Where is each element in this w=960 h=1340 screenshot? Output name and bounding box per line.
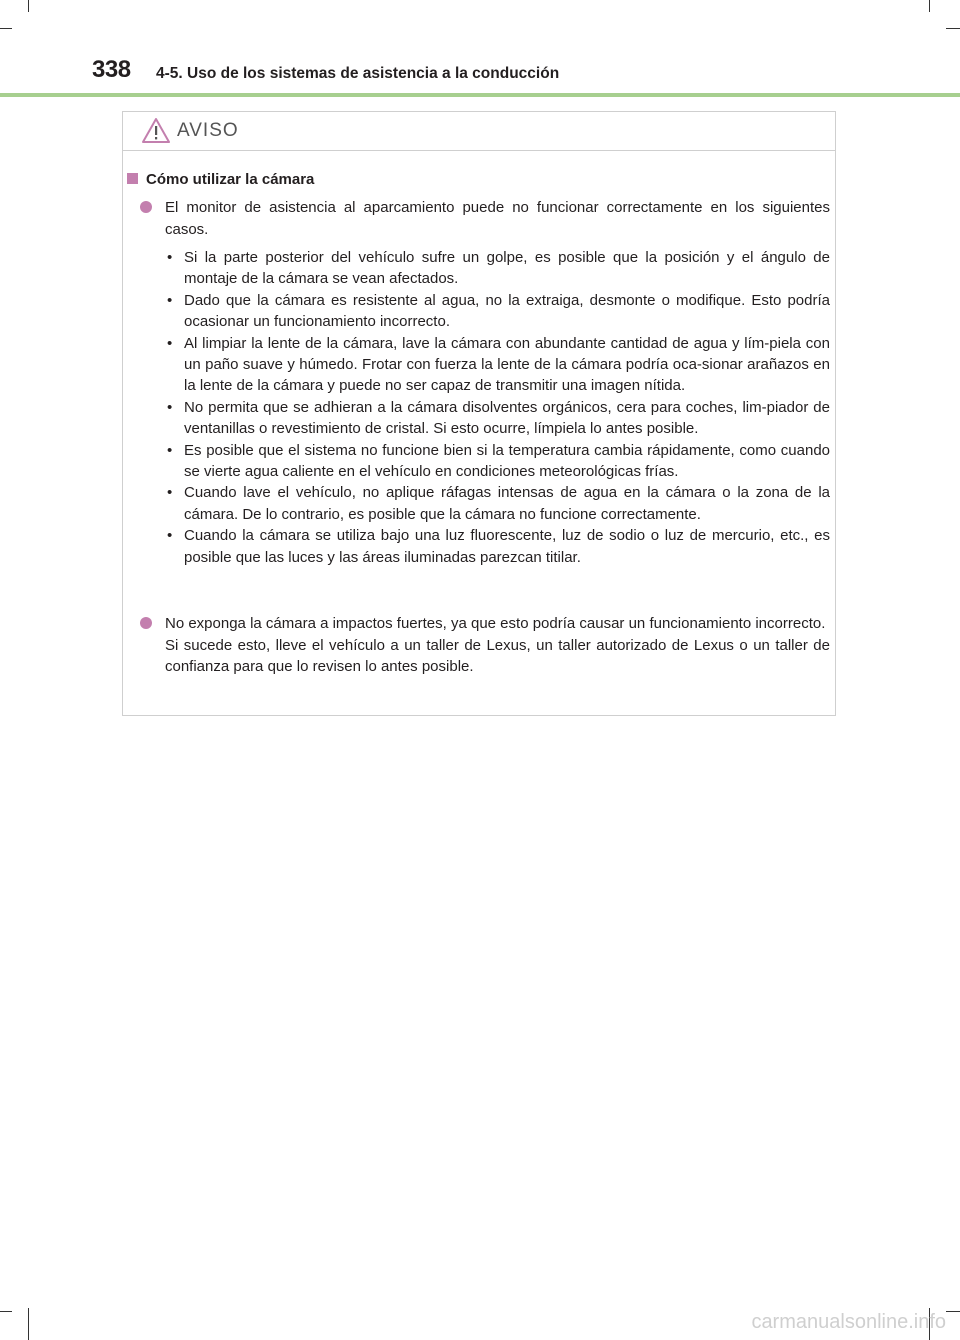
bullet-mark: • [167,527,173,545]
list-item [165,440,830,483]
list-item [165,525,830,568]
warning-box [122,111,836,716]
square-bullet-icon [127,173,138,184]
warning-triangle-icon [141,117,171,144]
list-item-text: Cuando lave el vehículo, no aplique ráfagas intensas de agua en la cámara o la zona de la cámara. De lo contrario, es posible que la cámara no funcione correctamente. [184,484,830,523]
list-item [165,290,830,333]
list-item-text: No permita que se adhieran a la cámara disolventes orgánicos, cera para coches, lim-piador de ventanillas o revestimiento de cristal. Si esto ocurre, límpiela lo antes posible. [184,398,830,438]
list-item-text: Es posible que el sistema no funcione bien si la temperatura cambia rápidamente, como cuando se vierte agua caliente en el vehículo en condiciones meteorológicas frías. [184,441,830,481]
list-item-text: Al limpiar la lente de la cámara, lave la cámara con abundante cantidad de agua y lím-piela con un paño suave y húmedo. Frotar con fuerza la lente de la cámara podría oca-sionar arañazos en la lente de la cámara y puede no ser capaz de transmitir una imagen nítida. [184,334,830,395]
paragraph-impact-text: No exponga la cámara a impactos fuertes, ya que esto podría causar un funcionamiento incorrecto. [165,615,826,632]
list-item [165,397,830,440]
section-heading-text: Cómo utilizar la cámara [146,171,315,188]
bullet-mark: • [167,249,173,266]
crop-mark [0,28,12,29]
crop-mark [28,1308,29,1340]
bullet-mark: • [167,334,173,352]
circle-bullet-icon [140,201,152,213]
crop-mark [929,0,930,12]
paragraph-service-text: Si sucede esto, lleve el vehículo a un taller de Lexus, un taller autorizado de Lexus o un taller de confianza para que lo revisen lo antes posible. [165,636,830,675]
list-item [165,482,830,525]
watermark: carmanualsonline.info [751,1311,946,1333]
list-item-text: Si la parte posterior del vehículo sufre un golpe, es posible que la posición y el ángulo de montaje de la cámara se vean afectados. [184,249,830,288]
crop-mark [946,1311,960,1312]
crop-mark [0,1311,12,1312]
bullet-list [165,247,830,568]
warning-title: AVISO [177,120,239,141]
header-rule [0,93,960,97]
paragraph-impact [165,613,830,678]
bullet-mark: • [167,291,173,309]
warning-header [123,112,835,151]
list-item [165,247,830,290]
bullet-mark: • [167,441,173,459]
list-item-text: Dado que la cámara es resistente al agua, no la extraiga, desmonte o modifique. Esto podría ocasionar un funcionamiento incorrecto. [184,291,830,331]
list-item [165,333,830,397]
crop-mark [946,28,960,29]
circle-bullet-icon [140,617,152,629]
bullet-mark: • [167,484,173,502]
crop-mark [28,0,29,12]
list-item-text: Cuando la cámara se utiliza bajo una luz fluorescente, luz de sodio o luz de mercurio, etc., es posible que las luces y las áreas iluminadas parezcan titilar. [184,527,830,566]
section-title: 4-5. Uso de los sistemas de asistencia a la conducción [156,65,560,82]
paragraph-intro: El monitor de asistencia al aparcamiento puede no funcionar correctamente en los siguientes casos. [165,199,830,238]
bullet-mark: • [167,398,173,416]
section-heading [127,171,314,188]
page-number: 338 [92,56,131,83]
